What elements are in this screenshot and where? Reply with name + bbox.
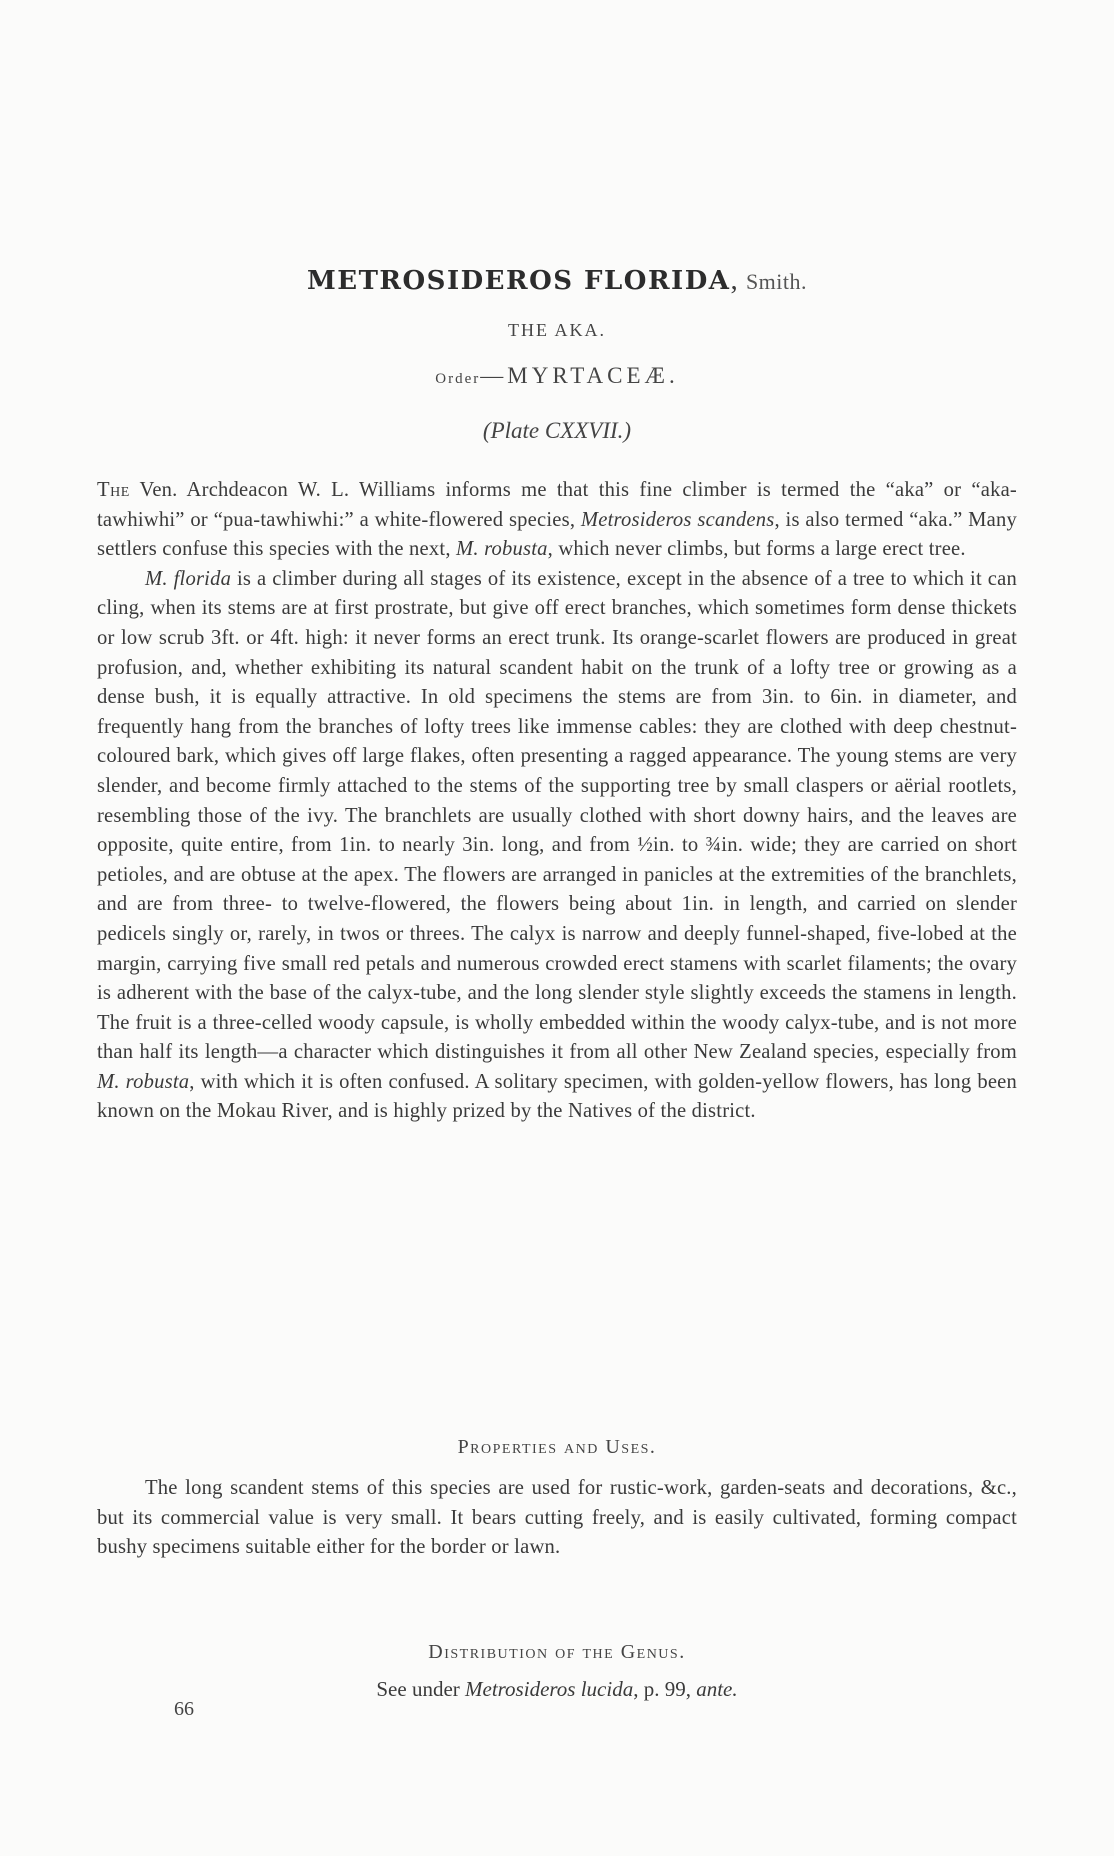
paragraph-2 — [97, 565, 1017, 1127]
order-line: Order—MYRTACEÆ. — [435, 363, 679, 388]
lead-word: The — [97, 479, 130, 501]
page-number: 66 — [174, 1698, 194, 1720]
order-prefix: Order — [435, 371, 481, 387]
text-run: , p. 99, — [633, 1677, 697, 1701]
text-run: , with which it is often confused. A solitary specimen, with golden-yellow flowers, has long been known on the Mokau River, and is highly prized by the Natives of the district. — [97, 1070, 1017, 1123]
italic-run: M. florida — [145, 567, 232, 590]
description-body — [97, 476, 1017, 1127]
heading-text: Distribution of the Genus. — [428, 1641, 686, 1663]
common-name: THE AKA. — [508, 320, 606, 340]
italic-run: Metrosideros scandens — [580, 508, 775, 531]
paragraph-1 — [97, 476, 1017, 565]
italic-run: M. robusta — [97, 1070, 190, 1093]
species-title: METROSIDEROS FLORIDA, Smith. — [306, 264, 808, 296]
paragraph-3: The long scandent stems of this species are used for rustic-work, garden-seats and decorations, &c., but its commercial value is very small. It bears cutting freely, and is easily cultivated, forming compact bushy specimens suitable either for the border or lawn. — [97, 1477, 1017, 1559]
distribution-heading — [0, 1641, 1114, 1664]
properties-heading — [0, 1436, 1114, 1459]
text-run: See under — [376, 1677, 466, 1701]
plate-reference: (Plate CXXVII.) — [482, 418, 632, 443]
heading-text: Properties and Uses. — [457, 1436, 657, 1458]
order-name: MYRTACEÆ. — [507, 363, 679, 388]
distribution-reference — [0, 1677, 1114, 1702]
properties-text — [97, 1474, 1017, 1563]
italic-run: Metrosideros lucida — [465, 1677, 634, 1701]
italic-run: M. robusta — [456, 538, 548, 561]
text-run: Ven. Archdeacon W. L. Williams informs me that this fine climber is termed the “aka” or “aka-tawhiwhi” or “pua-tawhiwhi:” a white-flowered species, — [97, 479, 1017, 531]
text-run: , is also termed “aka.” Many settlers confuse this species with the next, — [97, 508, 1017, 561]
genus-name: METROSIDEROS FLORIDA — [306, 266, 731, 296]
italic-run: ante. — [696, 1677, 738, 1701]
text-run: is a climber during all stages of its existence, except in the absence of a tree to which it can cling, when its stems are at first prostrate, but give off erect branches, which sometimes form dense thickets or low scrub 3ft. or 4ft. high: it never forms an erect trunk. Its orange-scarlet flowers are produced in great profusion, and, whether exhibiting its natural scandent habit on the trunk of a lofty tree or growing as a dense bush, it is equally attractive. In old specimens the stems are from 3in. to 6in. in diameter, and frequently hang from the branches of lofty trees like immense cables: they are clothed with deep chestnut-coloured bark, which gives off large flakes, often presenting a ragged appearance. The young stems are very slender, and become firmly attached to the stems of the supporting tree by small claspers or aërial rootlets, resembling those of the ivy. The branchlets are usually clothed with short downy hairs, and the leaves are opposite, quite entire, from 1in. to nearly 3in. long, and from ½in. to ¾in. wide; they are carried on short petioles, and are obtuse at the apex. The flowers are arranged in panicles at the extremities of the branchlets, and are from three- to twelve-flowered, the flowers being about 1in. in length, and carried on slender pedicels singly or, rarely, in twos or threes. The calyx is narrow and deeply funnel-shaped, five-lobed at the margin, carrying five small red petals and numerous crowded erect stamens with scarlet filaments; the ovary is adherent with the base of the calyx-tube, and the long slender style slightly exceeds the stamens in length. The fruit is a three-celled woody capsule, is wholly embedded within the woody calyx-tube, and is not more than half its length—a character which distinguishes it from all other New Zealand species, especially from — [97, 567, 1017, 1064]
text-run: , which never climbs, but forms a large erect tree. — [547, 538, 966, 561]
authority: Smith. — [745, 269, 808, 294]
